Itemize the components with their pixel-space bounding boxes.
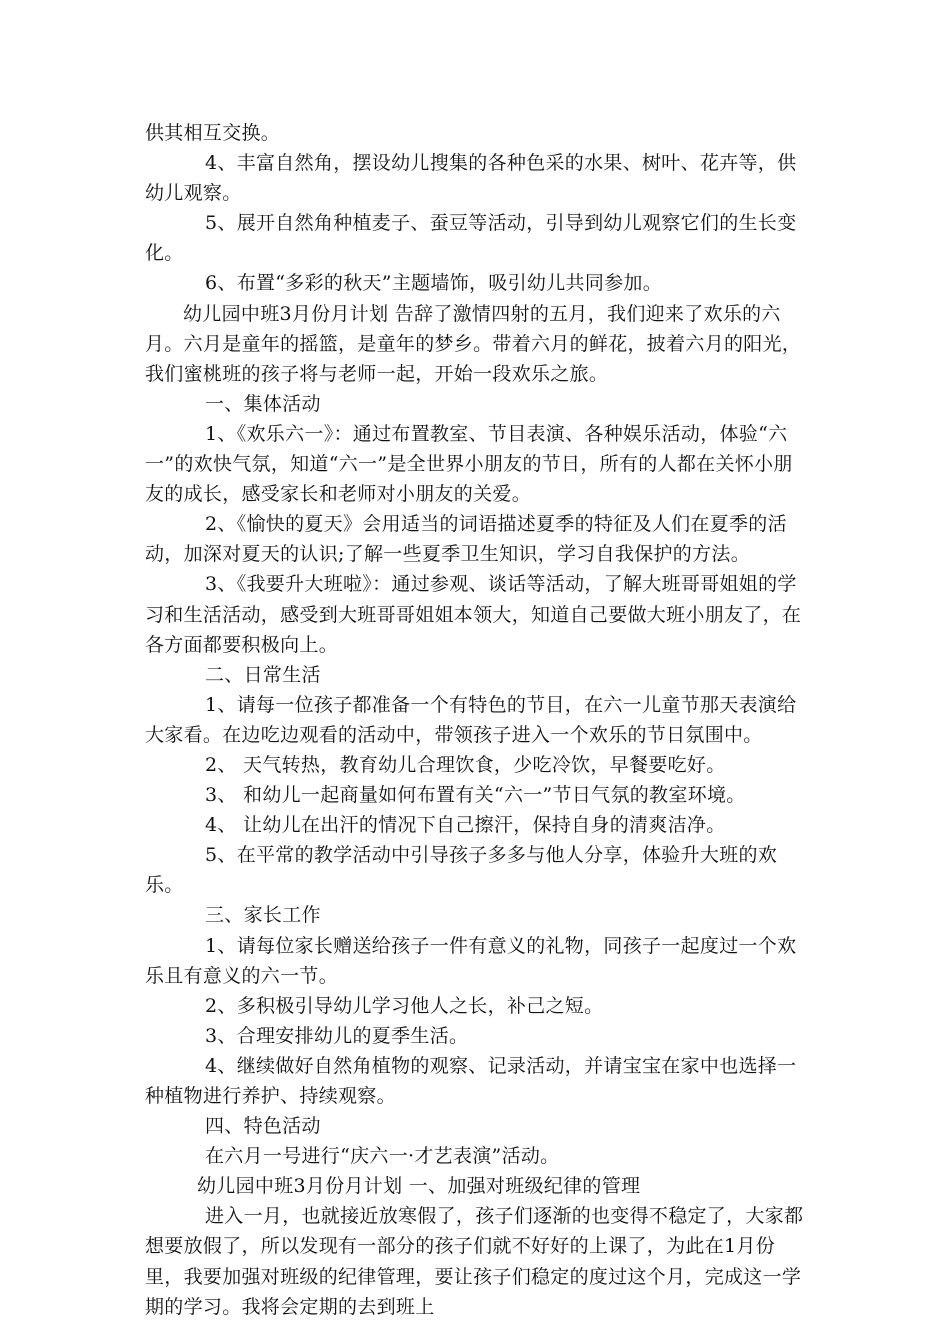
section-heading-group-activities: 一、集体活动 [205, 392, 321, 415]
paragraph-group-activity-1: 1、《欢乐六一》：通过布置教室、节目表演、各种娱乐活动，体验“六一”的欢快气氛，知道“六一”是全世界小朋友的节日，所有的人都在关怀小朋友的成长，感受家长和老师对小朋友的关爱。 [145, 422, 793, 506]
paragraph-parent-work-4: 4、继续做好自然角植物的观察、记录活动，并请宝宝在家中也选择一种植物进行养护、持续观察。 [145, 1054, 797, 1107]
document-body [145, 118, 810, 1322]
paragraph-item-6: 6、布置“多彩的秋天”主题墙饰，吸引幼儿共同参加。 [205, 272, 663, 295]
paragraph-parent-work-1: 1、请每位家长赠送给孩子一件有意义的礼物，同孩子一起度过一个欢乐且有意义的六一节。 [145, 934, 797, 987]
paragraph-daily-life-5: 5、在平常的教学活动中引导孩子多多与他人分享，体验升大班的欢乐。 [145, 844, 778, 897]
paragraph-daily-life-3: 3、 和幼儿一起商量如何布置有关“六一”节日气氛的教室环境。 [205, 784, 746, 807]
paragraph-daily-life-2: 2、 天气转热，教育幼儿合理饮食，少吃冷饮，早餐要吃好。 [205, 753, 726, 776]
paragraph-parent-work-2: 2、多积极引导幼儿学习他人之长，补己之短。 [205, 994, 604, 1017]
section-heading-special-activities: 四、特色活动 [205, 1115, 321, 1138]
paragraph-discipline: 进入一月，也就接近放寒假了，孩子们逐渐的也变得不稳定了，大家都想要放假了，所以发现有一部分的孩子们就不好好的上课了，为此在1月份里，我要加强对班级的纪律管理，要让孩子们稳定的度过这个月，完成这一学期的学习。我将会定期的去到班上 [145, 1205, 804, 1318]
paragraph-group-activity-3: 3、《我要升大班啦》：通过参观、谈话等活动，了解大班哥哥姐姐的学习和生活活动，感受到大班哥哥姐姐本领大，知道自己要做大班小朋友了，在各方面都要积极向上。 [145, 573, 802, 656]
paragraph-continuation: 供其相互交换。 [145, 122, 281, 144]
paragraph-parent-work-3: 3、合理安排幼儿的夏季生活。 [205, 1024, 469, 1047]
paragraph-second-plan-heading: 幼儿园中班3月份月计划 一、加强对班级纪律的管理 [197, 1175, 641, 1198]
paragraph-special-activity: 在六月一号进行“庆六一·才艺表演”活动。 [205, 1145, 560, 1168]
section-heading-parent-work: 三、家长工作 [205, 904, 321, 927]
paragraph-group-activity-2: 2、《愉快的夏天》会用适当的词语描述夏季的特征及人们在夏季的活动，加深对夏天的认识;了解一些夏季卫生知识，学习自我保护的方法。 [145, 513, 787, 566]
section-heading-daily-life: 二、日常生活 [205, 663, 321, 686]
paragraph-item-5: 5、展开自然角种植麦子、蚕豆等活动，引导到幼儿观察它们的生长变化。 [145, 212, 797, 265]
paragraph-intro-june: 幼儿园中班3月份月计划 告辞了激情四射的五月，我们迎来了欢乐的六月。六月是童年的摇篮，是童年的梦乡。带着六月的鲜花，披着六月的阳光，我们蜜桃班的孩子将与老师一起，开始一段欢乐之旅。 [145, 302, 802, 385]
paragraph-daily-life-4: 4、 让幼儿在出汗的情况下自己擦汗，保持自身的清爽洁净。 [205, 814, 726, 837]
paragraph-daily-life-1: 1、请每一位孩子都准备一个有特色的节目，在六一儿童节那天表演给大家看。在边吃边观看的活动中，带领孩子进入一个欢乐的节日氛围中。 [145, 693, 797, 746]
paragraph-item-4: 4、丰富自然角，摆设幼儿搜集的各种色采的水果、树叶、花卉等，供幼儿观察。 [145, 152, 797, 205]
